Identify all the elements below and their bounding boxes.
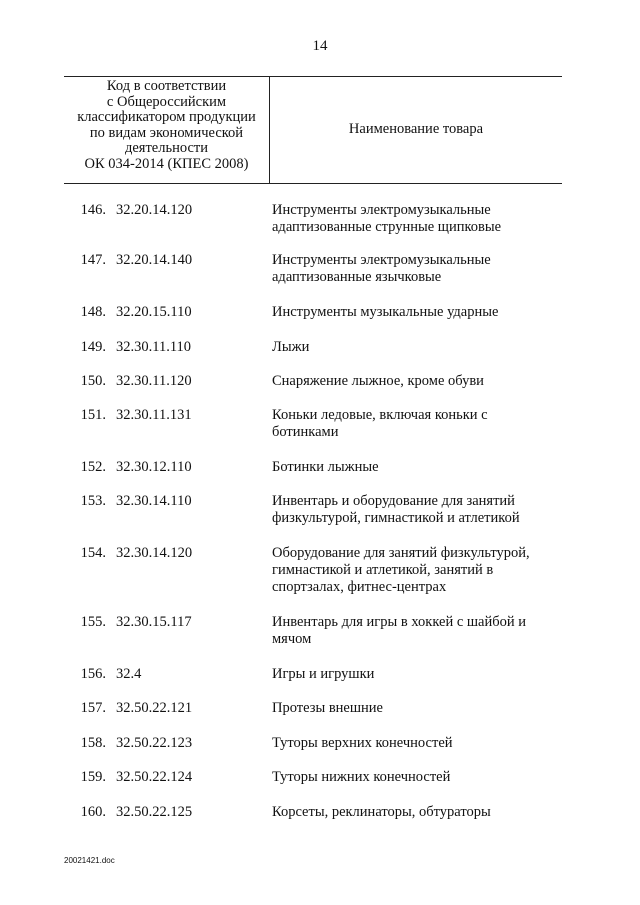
row-product-name <box>272 252 572 286</box>
row-product-name-line: Инвентарь для игры в хоккей с шайбой и <box>272 614 527 630</box>
header-code-line: ОК 034-2014 (КПЕС 2008) <box>84 155 249 172</box>
page-number: 14 <box>312 38 328 54</box>
row-product-name-line: гимнастикой и атлетикой, занятий в <box>272 562 494 578</box>
row-product-name <box>272 373 572 390</box>
row-code: 32.30.15.117 <box>116 614 192 630</box>
row-product-name-line: Ботинки лыжные <box>272 459 379 475</box>
row-product-name-line: Инвентарь и оборудование для занятий <box>272 493 515 509</box>
row-code: 32.30.14.120 <box>116 545 193 561</box>
row-code: 32.30.12.110 <box>116 459 192 475</box>
row-number: 153. <box>80 493 106 509</box>
row-product-name-line: физкультурой, гимнастикой и атлетикой <box>272 510 520 526</box>
row-product-name-line: адаптизованные язычковые <box>272 269 442 285</box>
row-code: 32.50.22.121 <box>116 700 193 716</box>
row-number: 146. <box>80 202 106 218</box>
row-product-name-line: Лыжи <box>272 339 310 355</box>
row-product-name-line: ботинками <box>272 424 339 440</box>
row-code: 32.50.22.123 <box>116 735 193 751</box>
row-number: 147. <box>80 252 106 268</box>
row-product-name <box>272 769 572 786</box>
row-number: 157. <box>80 700 106 716</box>
row-product-name-line: Инструменты музыкальные ударные <box>272 304 499 320</box>
row-code: 32.50.22.124 <box>116 769 193 785</box>
row-code: 32.30.11.110 <box>116 339 192 355</box>
row-code: 32.4 <box>116 666 142 682</box>
header-code-line: Код в соответствии <box>106 78 227 94</box>
header-code-cell <box>64 79 269 173</box>
row-product-name <box>272 407 572 441</box>
footer-filename: 20021421.doc <box>64 856 115 865</box>
row-product-name <box>272 459 572 476</box>
row-product-name-line: Туторы верхних конечностей <box>272 735 453 751</box>
table-header <box>64 76 562 184</box>
row-product-name-line: Оборудование для занятий физкультурой, <box>272 545 530 561</box>
row-product-name-line: мячом <box>272 631 312 647</box>
header-code-line: классификатором продукции <box>77 109 256 126</box>
row-product-name <box>272 493 572 527</box>
header-code-line: деятельности <box>124 140 208 157</box>
row-product-name <box>272 666 572 683</box>
header-code-line: по видам экономической <box>89 124 244 141</box>
row-code: 32.20.14.140 <box>116 252 193 268</box>
row-number: 155. <box>80 614 106 630</box>
row-product-name <box>272 614 572 648</box>
header-code-line: с Общероссийским <box>106 93 227 110</box>
row-code: 32.50.22.125 <box>116 804 193 820</box>
row-code: 32.30.11.131 <box>116 407 192 423</box>
row-number: 160. <box>80 804 106 820</box>
header-name-cell: Наименование товара <box>348 121 484 137</box>
row-number: 151. <box>80 407 106 423</box>
row-product-name <box>272 339 572 356</box>
row-number: 152. <box>80 459 106 475</box>
row-number: 148. <box>80 304 106 320</box>
row-product-name-line: Инструменты электромузыкальные <box>272 202 491 218</box>
row-product-name <box>272 700 572 717</box>
row-product-name-line: Снаряжение лыжное, кроме обуви <box>272 373 484 389</box>
row-code: 32.30.14.110 <box>116 493 192 509</box>
row-product-name <box>272 545 572 596</box>
row-product-name-line: Инструменты электромузыкальные <box>272 252 491 268</box>
row-product-name-line: Протезы внешние <box>272 700 383 716</box>
row-product-name <box>272 735 572 752</box>
row-product-name-line: Корсеты, реклинаторы, обтураторы <box>272 804 491 820</box>
row-number: 154. <box>80 545 106 561</box>
row-product-name-line: Туторы нижних конечностей <box>272 769 451 785</box>
row-number: 159. <box>80 769 106 785</box>
row-number: 158. <box>80 735 106 751</box>
row-product-name <box>272 304 572 321</box>
row-code: 32.20.14.120 <box>116 202 193 218</box>
row-product-name <box>272 804 572 821</box>
row-code: 32.20.15.110 <box>116 304 192 320</box>
row-number: 149. <box>80 339 106 355</box>
row-product-name-line: Коньки ледовые, включая коньки с <box>272 407 488 423</box>
row-product-name <box>272 202 572 236</box>
row-code: 32.30.11.120 <box>116 373 192 389</box>
row-product-name-line: спортзалах, фитнес-центрах <box>272 579 447 595</box>
row-number: 150. <box>80 373 106 389</box>
row-product-name-line: Игры и игрушки <box>272 666 375 682</box>
row-product-name-line: адаптизованные струнные щипковые <box>272 219 502 235</box>
row-number: 156. <box>80 666 106 682</box>
